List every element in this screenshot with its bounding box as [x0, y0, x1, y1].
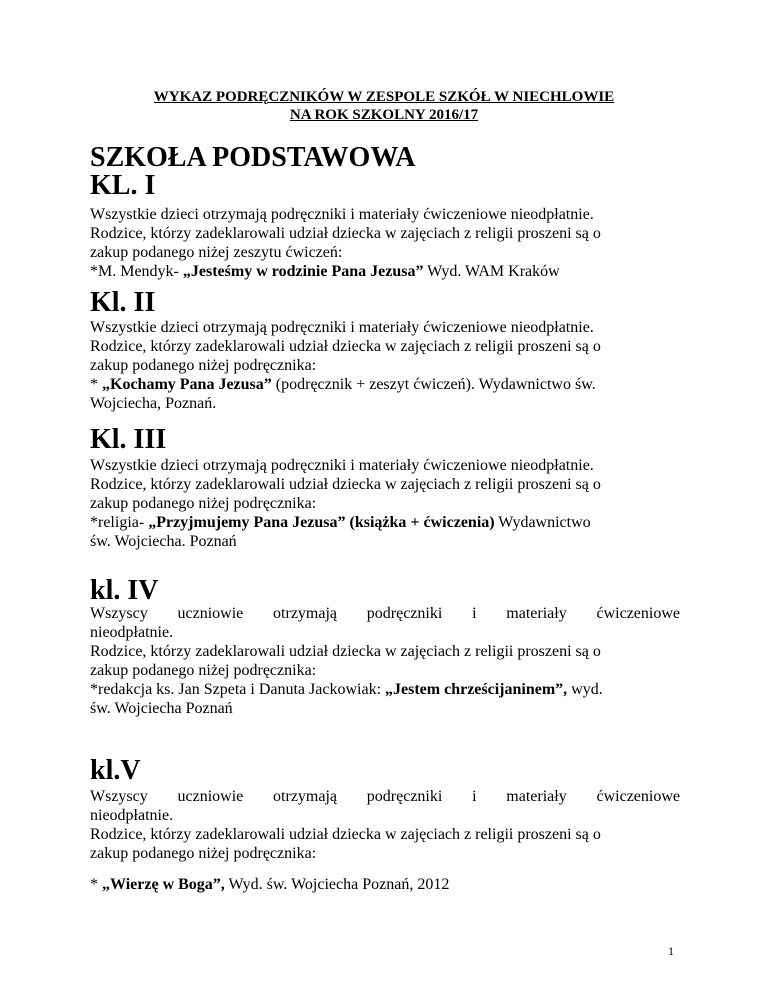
intro-word: uczniowie — [177, 605, 244, 622]
class-1-book-title: „Jesteśmy w rodzinie Pana Jezusa” — [182, 263, 424, 280]
class-4-heading: kl. IV — [90, 575, 159, 606]
class-3-book — [90, 513, 680, 532]
intro-word: materiały — [506, 605, 567, 622]
class-3-intro: Wszystkie dzieci otrzymają podręczniki i materiały ćwiczeniowe nieodpłatnie. — [90, 457, 594, 474]
class-5-book-suffix: Wyd. św. Wojciecha Poznań, 2012 — [224, 876, 450, 893]
class-3-book-title: „Przyjmujemy Pana Jezusa” (książka + ćwiczenia) — [148, 514, 495, 531]
class-2-heading: Kl. II — [90, 287, 156, 318]
class-4-intro-line-2: nieodpłatnie. — [90, 624, 174, 641]
intro-word: otrzymają — [273, 788, 338, 805]
class-4-book-title: „Jestem chrześcijaninem”, — [385, 681, 568, 698]
class-1-intro: Wszystkie dzieci otrzymają podręczniki i materiały ćwiczeniowe nieodpłatnie. — [90, 206, 594, 223]
intro-word: i — [472, 605, 477, 622]
class-3-religion-line-1: Rodzice, którzy zadeklarowali udział dziecka w zajęciach z religii proszeni są o — [90, 476, 601, 493]
intro-word: ćwiczeniowe — [596, 605, 680, 622]
class-1-book-prefix: *M. Mendyk- — [90, 263, 183, 280]
class-5-book-prefix: * — [90, 876, 102, 893]
school-heading: SZKOŁA PODSTAWOWA — [90, 142, 416, 173]
class-4-book-line-2: św. Wojciecha Poznań — [90, 700, 233, 717]
intro-word: ćwiczeniowe — [596, 788, 680, 805]
class-5-intro — [90, 787, 680, 806]
class-1-section — [90, 205, 680, 281]
class-5-religion-line-2: zakup podanego niżej podręcznika: — [90, 845, 317, 862]
intro-word: podręczniki — [366, 605, 443, 622]
document-title-line-2: NA ROK SZKOLNY 2016/17 — [289, 107, 479, 123]
intro-word: materiały — [506, 788, 567, 805]
class-3-religion-line-2: zakup podanego niżej podręcznika: — [90, 495, 317, 512]
intro-word: podręczniki — [366, 788, 443, 805]
class-2-book-title: „Kochamy Pana Jezusa” — [102, 376, 272, 393]
class-2-book — [90, 375, 680, 394]
class-2-book-suffix: (podręcznik + zeszyt ćwiczeń). Wydawnictwo św. — [271, 376, 596, 393]
intro-word: i — [472, 788, 477, 805]
class-3-book-prefix: *religia- — [90, 514, 149, 531]
class-2-religion-line-1: Rodzice, którzy zadeklarowali udział dziecka w zajęciach z religii proszeni są o — [90, 338, 601, 355]
class-1-religion-line-1: Rodzice, którzy zadeklarowali udział dziecka w zajęciach z religii proszeni są o — [90, 225, 601, 242]
class-5-heading: kl.V — [90, 755, 141, 786]
class-4-religion-line-1: Rodzice, którzy zadeklarowali udział dziecka w zajęciach z religii proszeni są o — [90, 643, 601, 660]
class-2-section — [90, 318, 680, 413]
page-number: 1 — [668, 944, 674, 958]
class-5-book-title: „Wierzę w Boga”, — [102, 876, 225, 893]
class-2-intro: Wszystkie dzieci otrzymają podręczniki i materiały ćwiczeniowe nieodpłatnie. — [90, 319, 594, 336]
class-4-intro — [90, 604, 680, 623]
class-1-book-suffix: Wyd. WAM Kraków — [423, 263, 560, 280]
class-3-section — [90, 456, 680, 551]
class-4-book-prefix: *redakcja ks. Jan Szpeta i Danuta Jackowiak: — [90, 681, 386, 698]
intro-word: Wszyscy — [90, 788, 148, 805]
class-4-section — [90, 604, 680, 718]
intro-word: uczniowie — [177, 788, 244, 805]
intro-word: Wszyscy — [90, 605, 148, 622]
class-3-book-suffix: Wydawnictwo — [494, 514, 591, 531]
class-4-religion-line-2: zakup podanego niżej podręcznika: — [90, 662, 317, 679]
class-1-religion-line-2: zakup podanego niżej zeszytu ćwiczeń: — [90, 244, 343, 261]
class-2-religion-line-2: zakup podanego niżej podręcznika: — [90, 357, 317, 374]
class-3-heading: Kl. III — [90, 424, 167, 455]
document-title-line-1: WYKAZ PODRĘCZNIKÓW W ZESPOLE SZKÓŁ W NIECHLOWIE — [153, 89, 615, 105]
class-1-heading: KL. I — [90, 170, 156, 201]
class-3-book-line-2: św. Wojciecha. Poznań — [90, 533, 237, 550]
class-5-intro-line-2: nieodpłatnie. — [90, 807, 174, 824]
class-5-religion-line-1: Rodzice, którzy zadeklarowali udział dziecka w zajęciach z religii proszeni są o — [90, 826, 601, 843]
class-2-book-line-2: Wojciecha, Poznań. — [90, 395, 217, 412]
class-5-book — [90, 875, 680, 894]
class-2-book-prefix: * — [90, 376, 102, 393]
intro-word: otrzymają — [273, 605, 338, 622]
class-1-book — [90, 262, 680, 281]
class-5-section — [90, 787, 680, 863]
class-4-book-suffix: wyd. — [567, 681, 603, 698]
class-4-book — [90, 680, 680, 699]
